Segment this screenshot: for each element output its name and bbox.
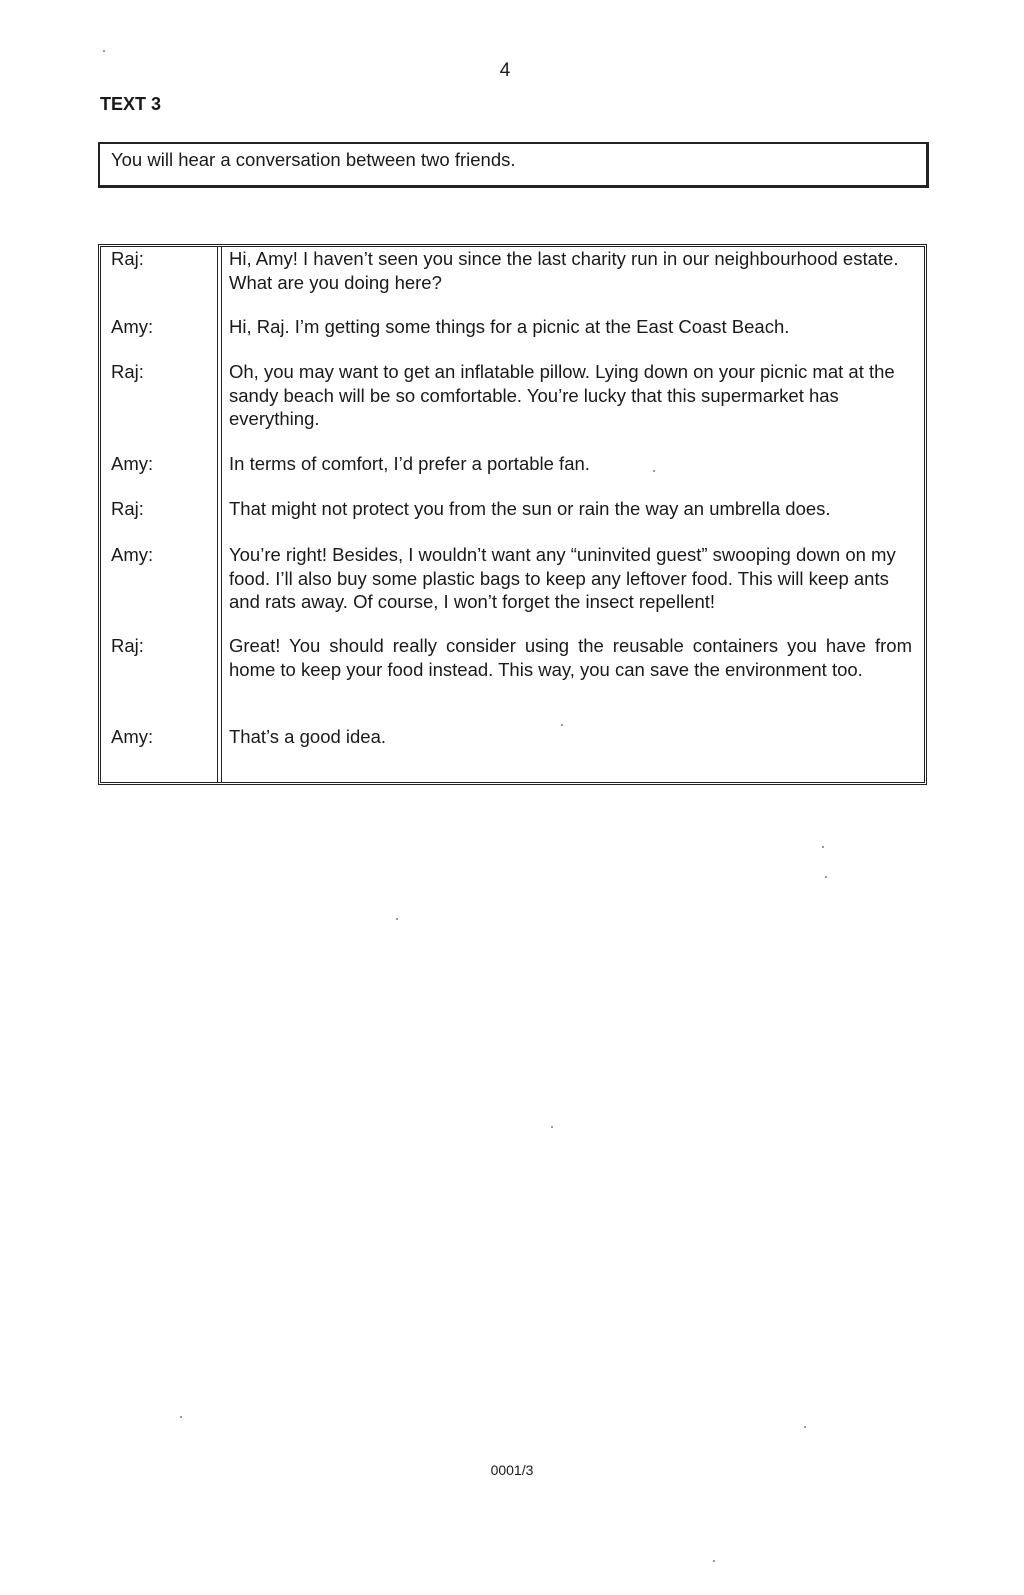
column-divider [217, 247, 222, 782]
dialogue-line: Oh, you may want to get an inflatable pillow. Lying down on your picnic mat at the sandy beach will be so comfortable. You’re lucky that this supermarket has everything. [229, 361, 895, 429]
dialogue-line: Great! You should really consider using the reusable containers you have from home to keep your food instead. This way, you can save the environment too. [229, 635, 912, 680]
speaker-label: Raj: [111, 635, 144, 656]
instruction-box [98, 142, 929, 188]
scan-speck [653, 470, 655, 472]
scan-speck [180, 1416, 182, 1418]
section-heading: TEXT 3 [100, 94, 162, 114]
speaker-label: Raj: [111, 248, 144, 269]
speaker-label: Amy: [111, 726, 154, 747]
dialogue-line: That’s a good idea. [229, 726, 387, 747]
scan-speck [713, 1560, 715, 1562]
dialogue-line: Hi, Amy! I haven’t seen you since the last charity run in our neighbourhood estate. What are you doing here? [229, 248, 899, 293]
footer-code: 0001/3 [490, 1462, 534, 1478]
page-number: 4 [499, 60, 511, 81]
scan-speck [822, 846, 824, 848]
instruction-text: You will hear a conversation between two friends. [111, 149, 516, 170]
scan-speck [103, 50, 105, 52]
scan-speck [551, 1126, 553, 1128]
speaker-label: Amy: [111, 544, 154, 565]
dialogue-table [98, 244, 927, 785]
scan-speck [825, 876, 827, 878]
speaker-label: Raj: [111, 361, 144, 382]
dialogue-line: That might not protect you from the sun or rain the way an umbrella does. [229, 498, 831, 519]
dialogue-line: Hi, Raj. I’m getting some things for a picnic at the East Coast Beach. [229, 316, 790, 337]
scan-speck [561, 724, 563, 726]
speaker-label: Raj: [111, 498, 144, 519]
scan-speck [396, 918, 398, 920]
speaker-label: Amy: [111, 453, 154, 474]
dialogue-line: You’re right! Besides, I wouldn’t want any “uninvited guest” swooping down on my food. I’ll also buy some plastic bags to keep any leftover food. This will keep ants and rats away. Of course, I won’t forget the insect repellent! [229, 544, 896, 612]
dialogue-line: In terms of comfort, I’d prefer a portable fan. [229, 453, 590, 474]
scan-speck [804, 1426, 806, 1428]
speaker-label: Amy: [111, 316, 154, 337]
